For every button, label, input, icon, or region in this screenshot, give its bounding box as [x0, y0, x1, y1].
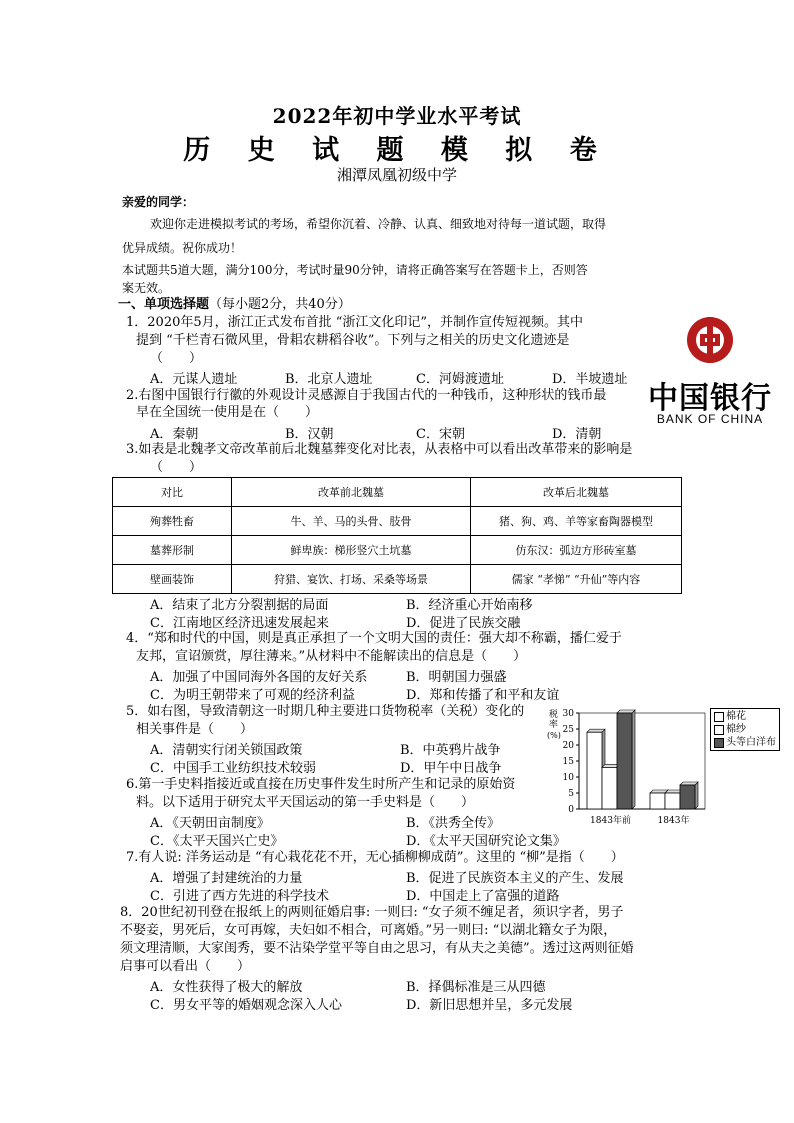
q8-option-c[interactable]: C．男女平等的婚姻观念深入人心: [150, 998, 342, 1013]
table-cell: 儒家 “孝悌” “升仙”等内容: [471, 565, 682, 594]
bar: [665, 793, 680, 809]
q2-option-d[interactable]: D．清朝: [552, 427, 602, 442]
bar-top: [680, 782, 698, 785]
bar: [680, 785, 695, 809]
q4-line-2: 友邦，宣诏颁赏，厚往薄来。”从材料中不能解读出的信息是（ ）: [136, 649, 527, 664]
q8-line-4: 启事可以看出（ ）: [120, 959, 251, 974]
q6-option-a[interactable]: A．《天朝田亩制度》: [150, 816, 270, 831]
q1-line-3: （ ）: [150, 351, 203, 366]
table-header: 改革前北魏墓: [232, 478, 471, 507]
logo-cn-text: 中国银行: [648, 381, 772, 416]
legend-swatch: [714, 725, 724, 735]
q1-line-1: 1．2020年5月，浙江正式发布首批 “浙江文化印记”，并制作宣传短视频。其中: [126, 315, 584, 330]
q2-option-c[interactable]: C．宋朝: [416, 427, 465, 442]
q5-option-b[interactable]: B．中英鸦片战争: [400, 743, 501, 758]
school-name: 湘潭凤凰初级中学: [336, 166, 457, 184]
q3-line-1: 3.如表是北魏孝文帝改革前后北魏墓葬变化对比表，从表格中可以看出改革带来的影响是: [126, 442, 633, 457]
q4-option-d[interactable]: D．郑和传播了和平和友谊: [406, 688, 560, 703]
table-cell: 墓葬形制: [113, 536, 232, 565]
q3-line-2: （ ）: [150, 460, 203, 475]
q3-option-a[interactable]: A．结束了北方分裂割据的局面: [150, 598, 329, 613]
exam-subtitle: 历 史 试 题 模 拟 卷: [183, 135, 611, 166]
table-cell: 狩猎、宴饮、打场、采桑等场景: [232, 565, 471, 594]
legend-item: [714, 736, 776, 749]
legend-label: 棉纱: [726, 724, 746, 735]
bar: [617, 713, 632, 809]
y-tick-label: 30: [562, 709, 574, 719]
section-note: （每小题2分，共40分）: [209, 297, 351, 312]
q5-line-1: 5．如右图，导致清朝这一时期几种主要进口货物税率（关税）变化的: [126, 704, 525, 719]
q7-line-1: 7.有人说: 洋务运动是 “有心栽花花不开，无心插柳柳成荫”。这里的 “柳”是指（ ）: [126, 850, 624, 865]
legend-swatch: [714, 738, 724, 748]
bar-side: [632, 710, 635, 809]
q6-line-1: 6.第一手史料指接近或直接在历史事件发生时所产生和记录的原始资: [126, 777, 516, 792]
table-cell: 殉葬牲畜: [113, 507, 232, 536]
table-row: [113, 565, 682, 594]
y-axis-label: 率: [549, 720, 559, 730]
q3-option-c[interactable]: C．江南地区经济迅速发展起来: [150, 616, 329, 631]
table-cell: 仿东汉：弧边方形砖室墓: [471, 536, 682, 565]
q8-line-3: 须文理清顺，大家闺秀，要不沾染学堂平等自由之思习，有从夫之美德”。透过这两则征婚: [120, 941, 634, 956]
q1-option-c[interactable]: C．河姆渡遗址: [416, 372, 504, 387]
q4-line-1: 4．“郑和时代的中国，则是真正承担了一个文明大国的责任：强大却不称霸，播仁爱于: [126, 631, 622, 646]
y-axis-label: 税: [549, 710, 559, 720]
q4-option-b[interactable]: B．明朝国力强盛: [406, 670, 507, 685]
q8-option-d[interactable]: D．新旧思想并呈，多元发展: [406, 998, 573, 1013]
q1-option-b[interactable]: B．北京人遗址: [285, 372, 373, 387]
q1-option-a[interactable]: A．元谋人遗址: [150, 372, 238, 387]
q2-line-2: 早在全国统一使用是在（ ）: [136, 405, 319, 420]
chart-legend: [710, 708, 780, 751]
table-cell: 壁画装饰: [113, 565, 232, 594]
x-tick-label: 1843年: [657, 816, 690, 826]
q1-option-d[interactable]: D．半坡遗址: [552, 372, 628, 387]
legend-item: [714, 723, 776, 736]
exam-title: 2022年初中学业水平考试: [272, 104, 522, 128]
q7-option-c[interactable]: C．引进了西方先进的科学技术: [150, 889, 329, 904]
legend-label: 棉花: [726, 711, 746, 722]
q2-line-1: 2.右图中国银行行徽的外观设计灵感源自于我国古代的一种钱币，这种形状的钱币最: [126, 388, 607, 403]
table-cell: 牛、羊、马的头骨、肢骨: [232, 507, 471, 536]
greeting: 亲爱的同学：: [122, 195, 195, 209]
y-tick-label: 0: [568, 805, 574, 815]
q5-line-2: 相关事件是（ ）: [136, 722, 254, 737]
q5-option-a[interactable]: A．清朝实行闭关锁国政策: [150, 743, 303, 758]
table-header: 改革后北魏墓: [471, 478, 682, 507]
bar-top: [617, 710, 635, 713]
q8-line-1: 8．20世纪初刊登在报纸上的两则征婚启事: 一则曰: “女子须不缠足者，须识字者，男子: [120, 905, 624, 920]
q7-option-b[interactable]: B．促进了民族资本主义的产生、发展: [406, 871, 624, 886]
y-tick-label: 5: [568, 789, 574, 799]
q5-option-c[interactable]: C．中国手工业纺织技术较弱: [150, 761, 316, 776]
bar: [650, 793, 665, 809]
bar: [602, 767, 617, 809]
legend-swatch: [714, 712, 724, 722]
bar-side: [695, 782, 698, 809]
q5-option-d[interactable]: D．甲午中日战争: [400, 761, 502, 776]
logo-en-text: BANK OF CHINA: [656, 412, 764, 426]
legend-item: [714, 710, 776, 723]
q8-option-b[interactable]: B．择偶标准是三从四德: [406, 980, 546, 995]
legend-label: 头等白洋布: [726, 737, 776, 748]
bar-top: [587, 729, 605, 732]
q8-line-2: 不娶妾，男死后，女可再嫁，夫妇如不相合，可离婚。”另一则曰: “以湖北籍女子为限，: [120, 923, 617, 938]
comparison-table: [112, 477, 682, 594]
q8-option-a[interactable]: A．女性获得了极大的解放: [150, 980, 303, 995]
q7-option-a[interactable]: A．增强了封建统治的力量: [150, 871, 303, 886]
q1-line-2: 提到 “千栏青石微风里，骨耜农耕稻谷收”。下列与之相关的历史文化遗迹是: [136, 333, 570, 348]
table-cell: 猪、狗、鸡、羊等家畜陶器模型: [471, 507, 682, 536]
q6-line-2: 料。以下适用于研究太平天国运动的第一手史料是（ ）: [136, 795, 475, 810]
x-tick-label: 1843年前: [590, 816, 631, 826]
q6-option-c[interactable]: C．《太平天国兴亡史》: [150, 834, 284, 849]
q7-option-d[interactable]: D．中国走上了富强的道路: [406, 889, 560, 904]
q2-option-b[interactable]: B．汉朝: [285, 427, 334, 442]
y-tick-label: 25: [562, 725, 574, 735]
section-label: 一、单项选择题: [118, 297, 210, 312]
table-header: 对比: [113, 478, 232, 507]
q6-option-d[interactable]: D．《太平天国研究论文集》: [406, 834, 566, 849]
section-heading: [118, 296, 351, 313]
q4-option-c[interactable]: C．为明王朝带来了可观的经济利益: [150, 688, 355, 703]
table-cell: 鲜卑族：梯形竖穴土坑墓: [232, 536, 471, 565]
intro-line-2: 优异成绩。祝你成功！: [122, 241, 243, 255]
q3-option-d[interactable]: D．促进了民族交融: [406, 616, 521, 631]
table-row: [113, 507, 682, 536]
q6-option-b[interactable]: B．《洪秀全传》: [406, 816, 501, 831]
y-tick-label: 15: [562, 757, 574, 767]
intro-line-3: 本试题共5道大题，满分100分，考试时量90分钟，请将正确答案写在答题卡上，否则答: [122, 263, 588, 277]
intro-line-1: 欢迎你走进模拟考试的考场，希望你沉着、冷静、认真、细致地对待每一道试题，取得: [150, 217, 607, 231]
table-header-row: [113, 478, 682, 507]
intro-line-4: 案无效。: [122, 281, 171, 295]
bar: [587, 732, 602, 809]
q3-option-b[interactable]: B．经济重心开始南移: [406, 598, 533, 613]
y-tick-label: 20: [562, 741, 574, 751]
q2-option-a[interactable]: A．秦朝: [150, 427, 199, 442]
table-row: [113, 536, 682, 565]
y-axis-label: (%): [547, 731, 561, 740]
y-tick-label: 10: [562, 773, 574, 783]
q4-option-a[interactable]: A．加强了中国同海外各国的友好关系: [150, 670, 368, 685]
bank-of-china-logo: [640, 315, 780, 430]
